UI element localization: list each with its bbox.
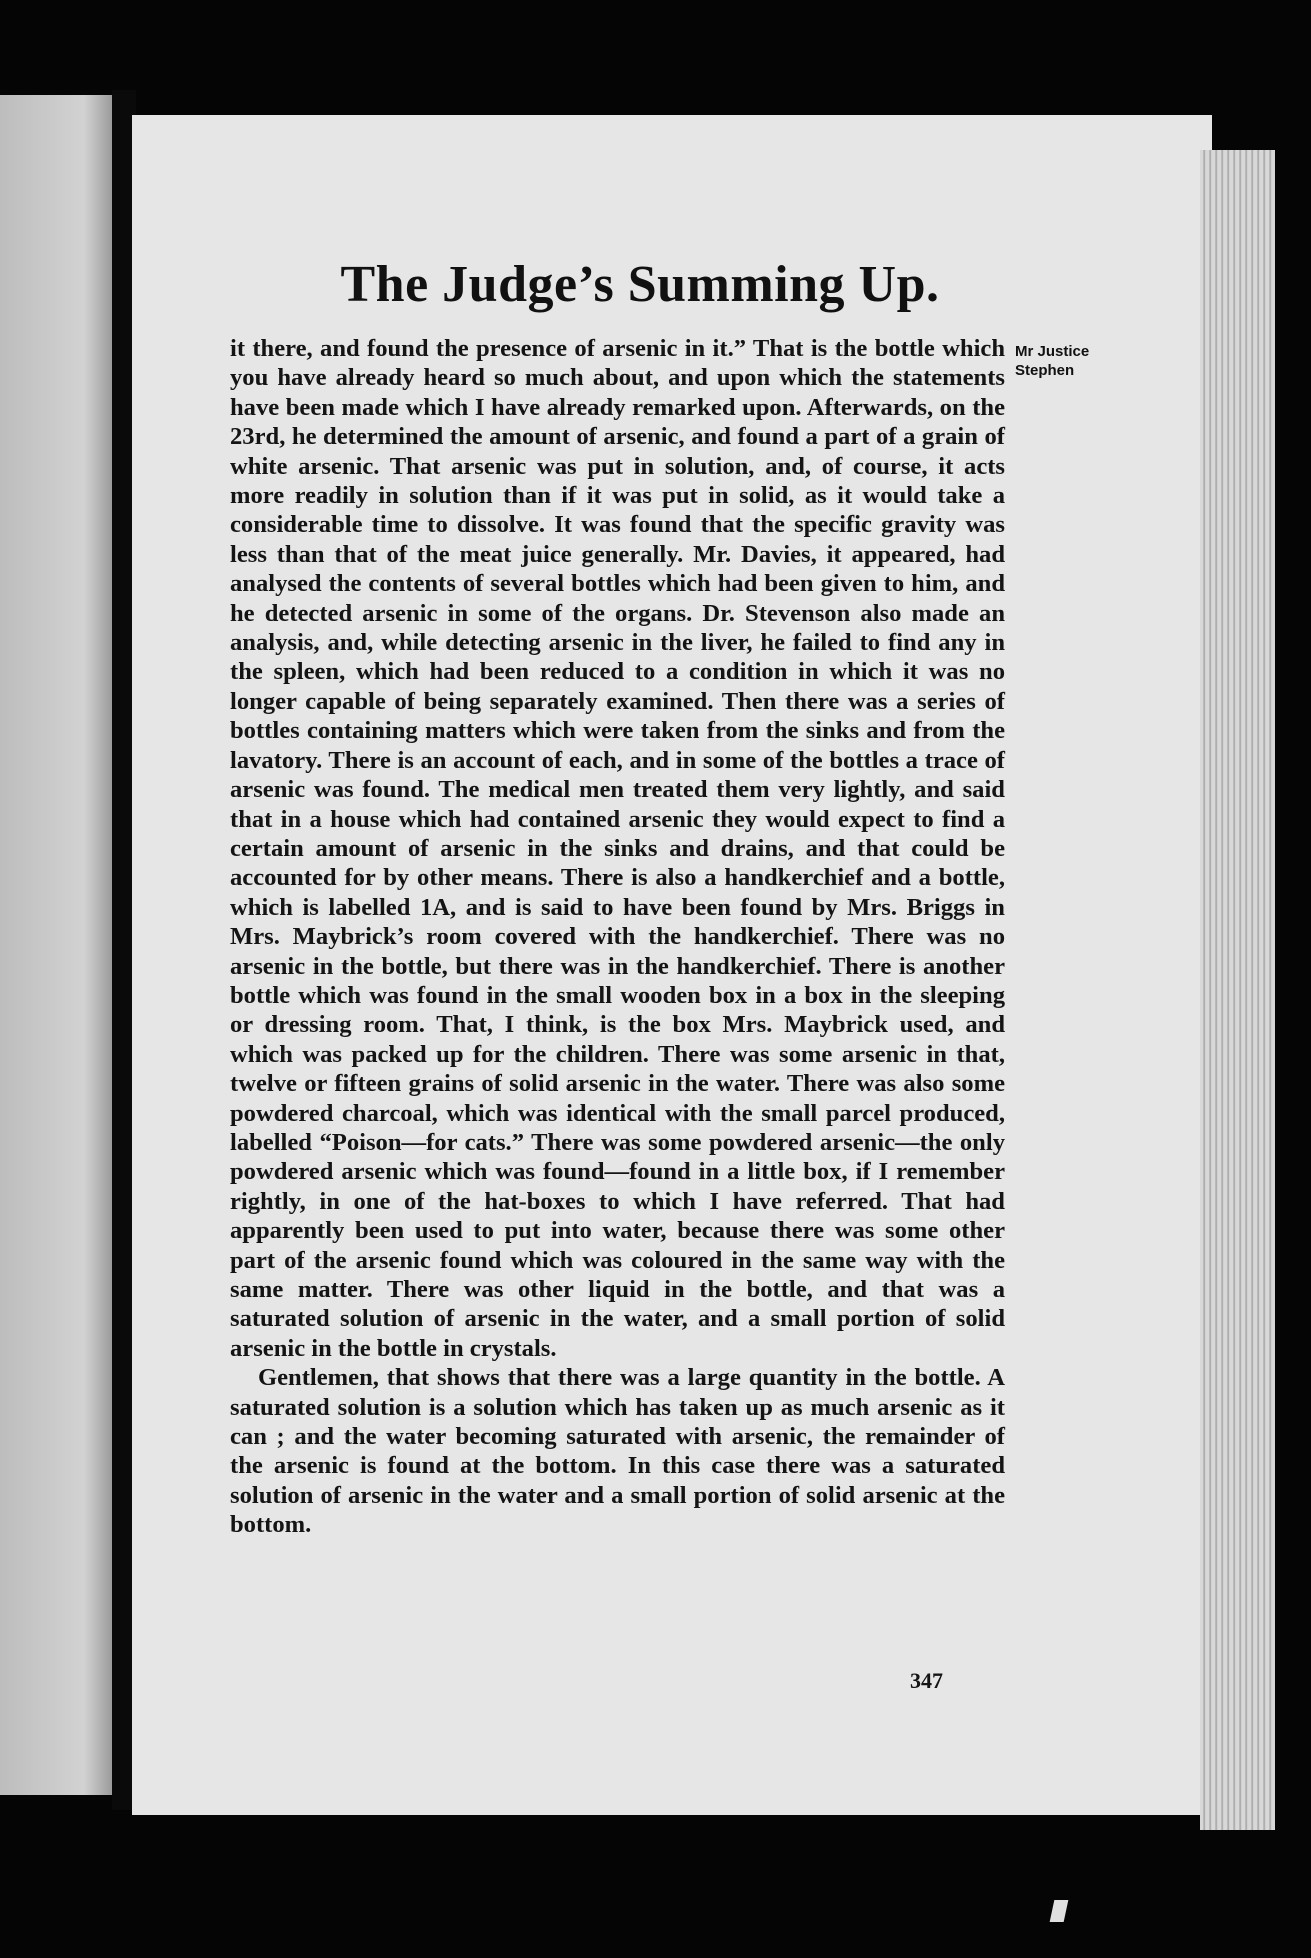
paragraph-1: it there, and found the presence of arsenic in it.” That is the bottle which you have already heard so much about, and upon which the statements have been made which I have already remarked upon. Afterwards, on the 23rd, he determined the amount of arsenic, and found a part of a grain of white arsenic. That arsenic was put in solution, and, of course, it acts more readily in solution than if it was put in solid, as it would take a considerable time to dissolve. It was found that the specific gravity was less than that of the meat juice generally. Mr. Davies, it appeared, had analysed the contents of several bottles which had been given to him, and he detected arsenic in some of the organs. Dr. Stevenson also made an analysis, and, while detecting arsenic in the liver, he failed to find any in the spleen, which had been reduced to a condition in which it was no longer capable of being separately examined. Then there was a series of bottles containing matters which were taken from the sinks and from the lavatory. There is an account of each, and in some of the bottles a trace of arsenic was found. The medical men treated them very lightly, and said that in a house which had contained arsenic they would expect to find a certain amount of arsenic in the sinks and drains, and that could be accounted for by other means. There is also a handkerchief and a bottle, which is labelled 1A, and is said to have been found by Mrs. Briggs in Mrs. Maybrick’s room covered with the handkerchief. There was no arsenic in the bottle, but there was in the handkerchief. There is another bottle which was found in the small wooden box in a box in the sleeping or dressing room. That, I think, is the box Mrs. Maybrick used, and which was packed up for the children. There was some arsenic in that, twelve or fifteen grains of solid arsenic in the water. There was also some powdered charcoal, which was identical with the small parcel produced, labelled “Poison—for cats.” There was some powdered arsenic—the only powdered arsenic which was found—found in a little box, if I remember rightly, in one of the hat-boxes to which I have referred. That had apparently been used to put into water, because there was some other part of the arsenic found which was coloured in the same way with the same matter. There was other liquid in the bottle, and that was a saturated solution of arsenic in the water, and a small portion of solid arsenic in the bottle in crystals.: [230, 335, 1005, 1362]
margin-note-line-1: Mr Justice: [1015, 343, 1090, 360]
paragraph-2: Gentlemen, that shows that there was a large quantity in the bottle. A saturated solution is a solution which has taken up as much arsenic as it can ; and the water becoming saturated with arsenic, the remainder of the arsenic is found at the bottom. In this case there was a saturated solution of arsenic in the water and a small portion of solid arsenic at the bottom.: [230, 1364, 1005, 1539]
margin-note: [1015, 342, 1125, 380]
body-text: [230, 334, 1005, 1540]
facing-page-edge: [0, 95, 120, 1795]
page-number: 347: [910, 1668, 943, 1693]
page-stack-edges: [1200, 150, 1275, 1830]
margin-note-line-2: Stephen: [1015, 362, 1075, 379]
scan-mark: [1050, 1900, 1069, 1922]
page-title: The Judge’s Summing Up.: [340, 256, 940, 313]
